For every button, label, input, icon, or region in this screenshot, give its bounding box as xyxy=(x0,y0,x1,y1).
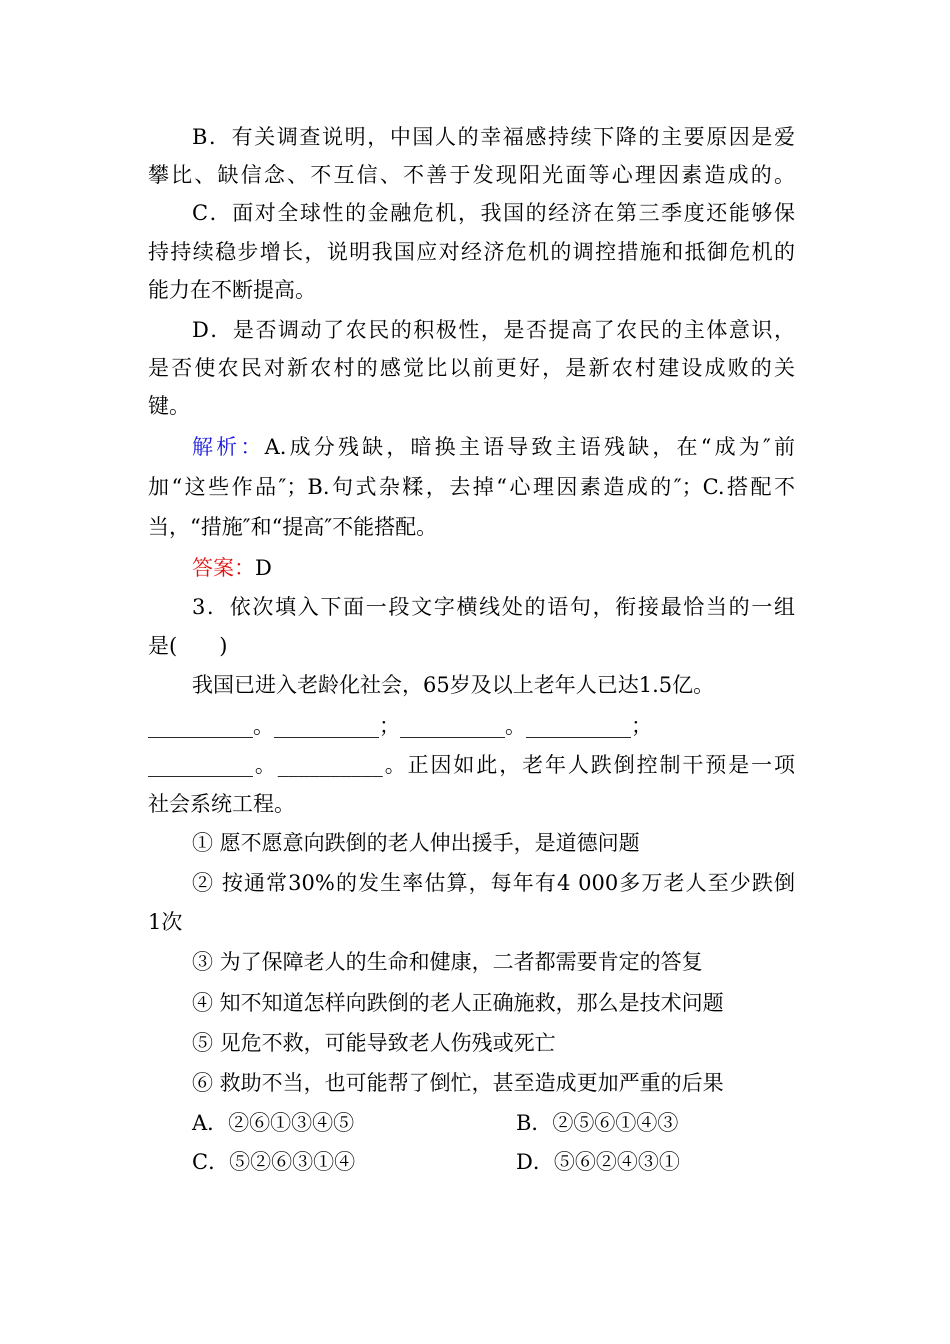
answer-option: D．⑤⑥②④③① xyxy=(516,1150,680,1174)
line-text: ⑤ 见危不救，可能导致老人伤残或死亡 xyxy=(192,1031,556,1055)
answer-option: A．②⑥①③④⑤ xyxy=(192,1111,355,1135)
line-text: 3．依次填入下面一段文字横线处的语句，衔接最恰当的一组 xyxy=(192,595,795,619)
text-line xyxy=(192,1068,795,1098)
text-line xyxy=(148,631,795,661)
text-line xyxy=(192,947,795,977)
line-text: ④ 知不知道怎样向跌倒的老人正确施救，那么是技术问题 xyxy=(192,991,724,1015)
line-text: B．有关调查说明，中国人的幸福感持续下降的主要原因是爱 xyxy=(192,125,795,149)
text-line xyxy=(192,828,795,858)
answer-option: C．⑤②⑥③①④ xyxy=(192,1150,356,1174)
line-text: 是( ) xyxy=(148,634,228,658)
line-text: A.成分残缺，暗换主语导致主语残缺，在“成为″前 xyxy=(264,435,796,459)
text-line xyxy=(148,907,795,937)
line-text: D xyxy=(255,556,272,580)
analysis-label: 解析： xyxy=(192,435,265,459)
text-line xyxy=(148,160,795,190)
line-text: ② 按通常30%的发生率估算，每年有4 000多万老人至少跌倒 xyxy=(192,871,795,895)
line-text: __________。__________；__________。__________； xyxy=(148,714,652,738)
text-line xyxy=(148,711,795,741)
line-text: C．面对全球性的金融危机，我国的经济在第三季度还能够保 xyxy=(192,201,795,225)
text-line xyxy=(192,432,795,462)
line-text: 加“这些作品″；B.句式杂糅，去掉“心理因素造成的″；C.搭配不 xyxy=(148,475,795,499)
text-line xyxy=(148,472,795,502)
text-line xyxy=(192,1028,795,1058)
line-text: 持持续稳步增长，说明我国应对经济危机的调控措施和抵御危机的 xyxy=(148,240,795,264)
text-line xyxy=(148,275,795,305)
line-text: 社会系统工程。 xyxy=(148,792,295,816)
line-text: 当，“措施″和“提高″不能搭配。 xyxy=(148,515,438,539)
line-text: 是否使农民对新农村的感觉比以前更好，是新农村建设成败的关 xyxy=(148,356,795,380)
text-line xyxy=(148,391,795,421)
text-line xyxy=(148,750,795,780)
text-line xyxy=(192,198,795,228)
line-text: 1次 xyxy=(148,910,183,934)
text-line xyxy=(192,988,795,1018)
line-text: 能力在不断提高。 xyxy=(148,278,316,302)
text-line xyxy=(148,237,795,267)
line-text: ⑥ 救助不当，也可能帮了倒忙，甚至造成更加严重的后果 xyxy=(192,1071,724,1095)
text-line xyxy=(192,553,795,583)
line-text: ① 愿不愿意向跌倒的老人伸出援手，是道德问题 xyxy=(192,831,640,855)
text-line xyxy=(192,592,795,622)
line-text: D．是否调动了农民的积极性，是否提高了农民的主体意识， xyxy=(192,318,795,342)
text-line xyxy=(148,789,795,819)
text-line xyxy=(192,670,795,700)
line-text: 我国已进入老龄化社会，65岁及以上老年人已达1.5亿。 xyxy=(192,673,715,697)
line-text: ③ 为了保障老人的生命和健康，二者都需要肯定的答复 xyxy=(192,950,703,974)
text-line xyxy=(192,122,795,152)
line-text: 键。 xyxy=(148,394,190,418)
line-text: 攀比、缺信念、不互信、不善于发现阳光面等心理因素造成的。 xyxy=(148,163,795,187)
line-text: __________。__________。正因如此，老年人跌倒控制干预是一项 xyxy=(148,753,795,777)
text-line xyxy=(148,512,795,542)
text-line xyxy=(148,353,795,383)
answer-option: B．②⑤⑥①④③ xyxy=(516,1111,679,1135)
answer-label: 答案： xyxy=(192,556,255,580)
text-line xyxy=(192,868,795,898)
text-line xyxy=(192,315,795,345)
